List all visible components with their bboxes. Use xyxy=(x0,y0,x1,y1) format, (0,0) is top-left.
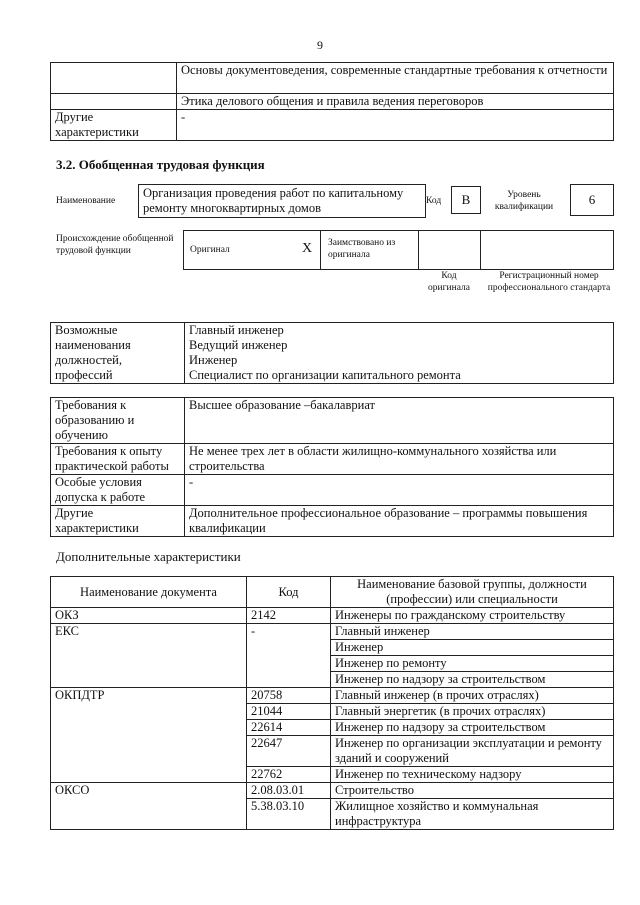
list-item: Главный инженер xyxy=(189,323,284,337)
positions-table xyxy=(50,322,614,384)
table-row xyxy=(51,110,614,141)
requirement-label: Особые условия допуска к работе xyxy=(51,475,185,506)
requirement-value: - xyxy=(185,475,614,506)
qualification-level: 6 xyxy=(570,184,614,216)
additional-table xyxy=(50,576,614,830)
code-cell: 5.38.03.10 xyxy=(247,799,331,830)
top-table xyxy=(50,62,614,141)
origin-label: Происхождение обобщенной трудовой функции xyxy=(56,234,174,256)
requirement-value: Высшее образование –бакалавриат xyxy=(185,398,614,444)
origin-divider xyxy=(480,230,481,270)
header-code: Код xyxy=(247,577,331,608)
requirement-value: Не менее трех лет в области жилищно-коммунального хозяйства или строительства xyxy=(185,444,614,475)
positions-label: Возможные наименования должностей, профессий xyxy=(51,323,185,384)
requirement-label: Требования к опыту практической работы xyxy=(51,444,185,475)
requirement-label: Другие характеристики xyxy=(51,506,185,537)
code-cell: 2142 xyxy=(247,608,331,624)
table-header-row xyxy=(51,577,614,608)
table-row xyxy=(51,398,614,444)
code-cell: 22762 xyxy=(247,767,331,783)
table-row xyxy=(51,94,614,110)
code-cell: 2.08.03.01 xyxy=(247,783,331,799)
name-cell: Жилищное хозяйство и коммунальная инфраструктура xyxy=(331,799,614,830)
table-row xyxy=(51,624,614,640)
doc-cell: ЕКС xyxy=(51,624,247,688)
level-label: Уровень квалификации xyxy=(494,190,554,212)
table-row xyxy=(51,444,614,475)
name-cell: Строительство xyxy=(331,783,614,799)
name-cell: Инженер по организации эксплуатации и ремонту зданий и сооружений xyxy=(331,736,614,767)
name-cell: Инженер по техническому надзору xyxy=(331,767,614,783)
list-item: Специалист по организации капитального ремонта xyxy=(189,368,461,382)
doc-cell: ОКПДТР xyxy=(51,688,247,783)
code-cell: 22614 xyxy=(247,720,331,736)
original-label: Оригинал xyxy=(190,245,230,255)
code-label: Код xyxy=(426,196,442,206)
name-cell: Главный энергетик (в прочих отраслях) xyxy=(331,704,614,720)
row-label: Другие характеристики xyxy=(51,110,177,141)
name-cell: Главный инженер (в прочих отраслях) xyxy=(331,688,614,704)
origin-divider xyxy=(320,230,321,270)
header-name: Наименование базовой группы, должности (профессии) или специальности xyxy=(331,577,614,608)
row-value: - xyxy=(177,110,614,141)
name-label: Наименование xyxy=(56,196,116,206)
code-cell: 21044 xyxy=(247,704,331,720)
page-number: 9 xyxy=(317,38,323,52)
row-label xyxy=(51,63,177,94)
table-row xyxy=(51,475,614,506)
row-value: Основы документоведения, современные стандартные требования к отчетности xyxy=(177,63,614,94)
original-mark: X xyxy=(302,241,313,256)
function-name: Организация проведения работ по капитальному ремонту многоквартирных домов xyxy=(138,184,426,218)
code-cell: - xyxy=(247,624,331,688)
borrowed-label: Заимствовано из оригинала xyxy=(328,238,396,260)
list-item: Ведущий инженер xyxy=(189,338,288,352)
reg-number-caption: Регистрационный номер профессионального стандарта xyxy=(487,271,611,293)
list-item: Инженер xyxy=(189,353,238,367)
name-cell: Инженеры по гражданскому строительству xyxy=(331,608,614,624)
requirements-table xyxy=(50,397,614,537)
table-row xyxy=(51,688,614,704)
name-cell: Инженер по надзору за строительством xyxy=(331,672,614,688)
row-label xyxy=(51,94,177,110)
row-value: Этика делового общения и правила ведения переговоров xyxy=(177,94,614,110)
header-document: Наименование документа xyxy=(51,577,247,608)
name-cell: Инженер xyxy=(331,640,614,656)
table-row xyxy=(51,506,614,537)
code-original-caption: Код оригинала xyxy=(428,271,470,293)
function-code: В xyxy=(451,186,481,214)
code-cell: 22647 xyxy=(247,736,331,767)
doc-cell: ОКЗ xyxy=(51,608,247,624)
code-cell: 20758 xyxy=(247,688,331,704)
name-cell: Инженер по ремонту xyxy=(331,656,614,672)
doc-cell: ОКСО xyxy=(51,783,247,830)
table-row xyxy=(51,783,614,799)
table-row xyxy=(51,63,614,94)
additional-title: Дополнительные характеристики xyxy=(56,549,241,564)
table-row xyxy=(51,608,614,624)
requirement-value: Дополнительное профессиональное образование – программы повышения квалификации xyxy=(185,506,614,537)
section-title: 3.2. Обобщенная трудовая функция xyxy=(56,157,265,172)
name-cell: Главный инженер xyxy=(331,624,614,640)
origin-divider xyxy=(418,230,419,270)
requirement-label: Требования к образованию и обучению xyxy=(51,398,185,444)
positions-list xyxy=(185,323,614,384)
name-cell: Инженер по надзору за строительством xyxy=(331,720,614,736)
